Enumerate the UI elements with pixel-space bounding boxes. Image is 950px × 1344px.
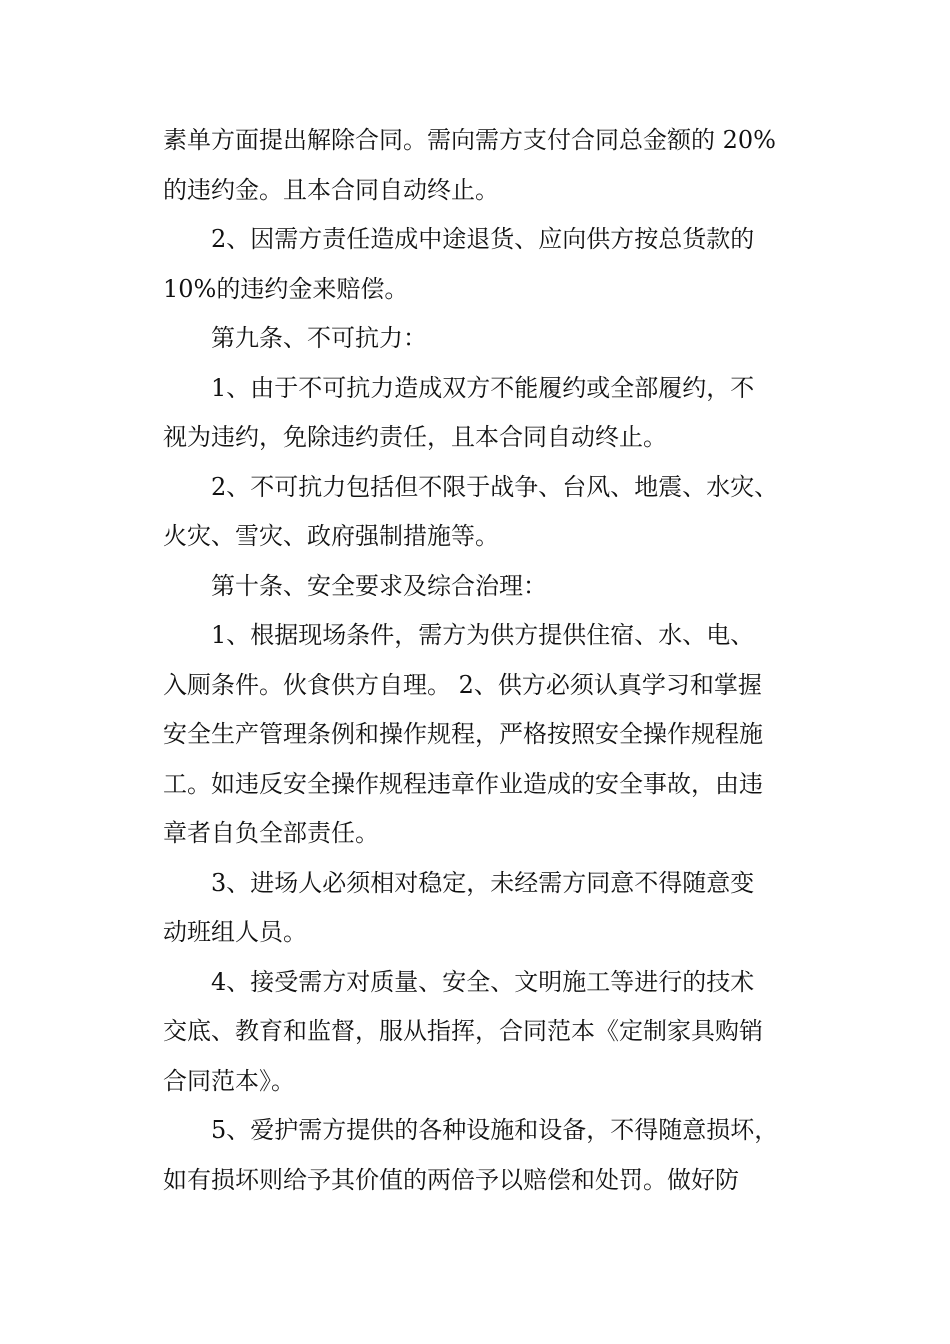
text-line: 如有损坏则给予其价值的两倍予以赔偿和处罚。做好防 xyxy=(163,1165,739,1194)
text-line: 素单方面提出解除合同。需向需方支付合同总金额的 20% xyxy=(163,126,776,154)
text-line: 火灾、雪灾、政府强制措施等。 xyxy=(163,522,499,550)
text-line: 2、不可抗力包括但不限于战争、台风、地震、水灾、 xyxy=(211,472,779,501)
text-line: 的违约金。且本合同自动终止。 xyxy=(163,175,499,204)
text-line: 章者自负全部责任。 xyxy=(163,819,379,847)
text-line: 安全生产管理条例和操作规程，严格按照安全操作规程施 xyxy=(163,720,763,748)
text-line: 工。如违反安全操作规程违章作业造成的安全事故，由违 xyxy=(163,769,763,798)
text-line: 5、爱护需方提供的各种设施和设备，不得随意损坏， xyxy=(211,1116,779,1144)
text-line: 入厕条件。伙食供方自理。 2、供方必须认真学习和掌握 xyxy=(163,670,762,699)
contract-body-text xyxy=(163,116,789,1205)
text-line: 2、因需方责任造成中途退货、应向供方按总货款的 xyxy=(211,225,755,253)
text-line: 视为违约，免除违约责任，且本合同自动终止。 xyxy=(163,423,667,451)
text-line: 动班组人员。 xyxy=(163,918,307,946)
text-line: 交底、教育和监督，服从指挥，合同范本《定制家具购销 xyxy=(163,1017,763,1045)
section-heading: 第十条、安全要求及综合治理： xyxy=(211,571,547,600)
text-line: 合同范本》。 xyxy=(163,1066,295,1095)
text-line: 1、由于不可抗力造成双方不能履约或全部履约，不 xyxy=(211,373,755,402)
text-line: 3、进场人必须相对稳定，未经需方同意不得随意变 xyxy=(211,868,755,897)
text-line: 10%的违约金来赔偿。 xyxy=(163,274,409,303)
text-line: 4、接受需方对质量、安全、文明施工等进行的技术 xyxy=(211,967,755,996)
section-heading: 第九条、不可抗力： xyxy=(211,324,427,352)
text-line: 1、根据现场条件，需方为供方提供住宿、水、电、 xyxy=(211,621,755,649)
